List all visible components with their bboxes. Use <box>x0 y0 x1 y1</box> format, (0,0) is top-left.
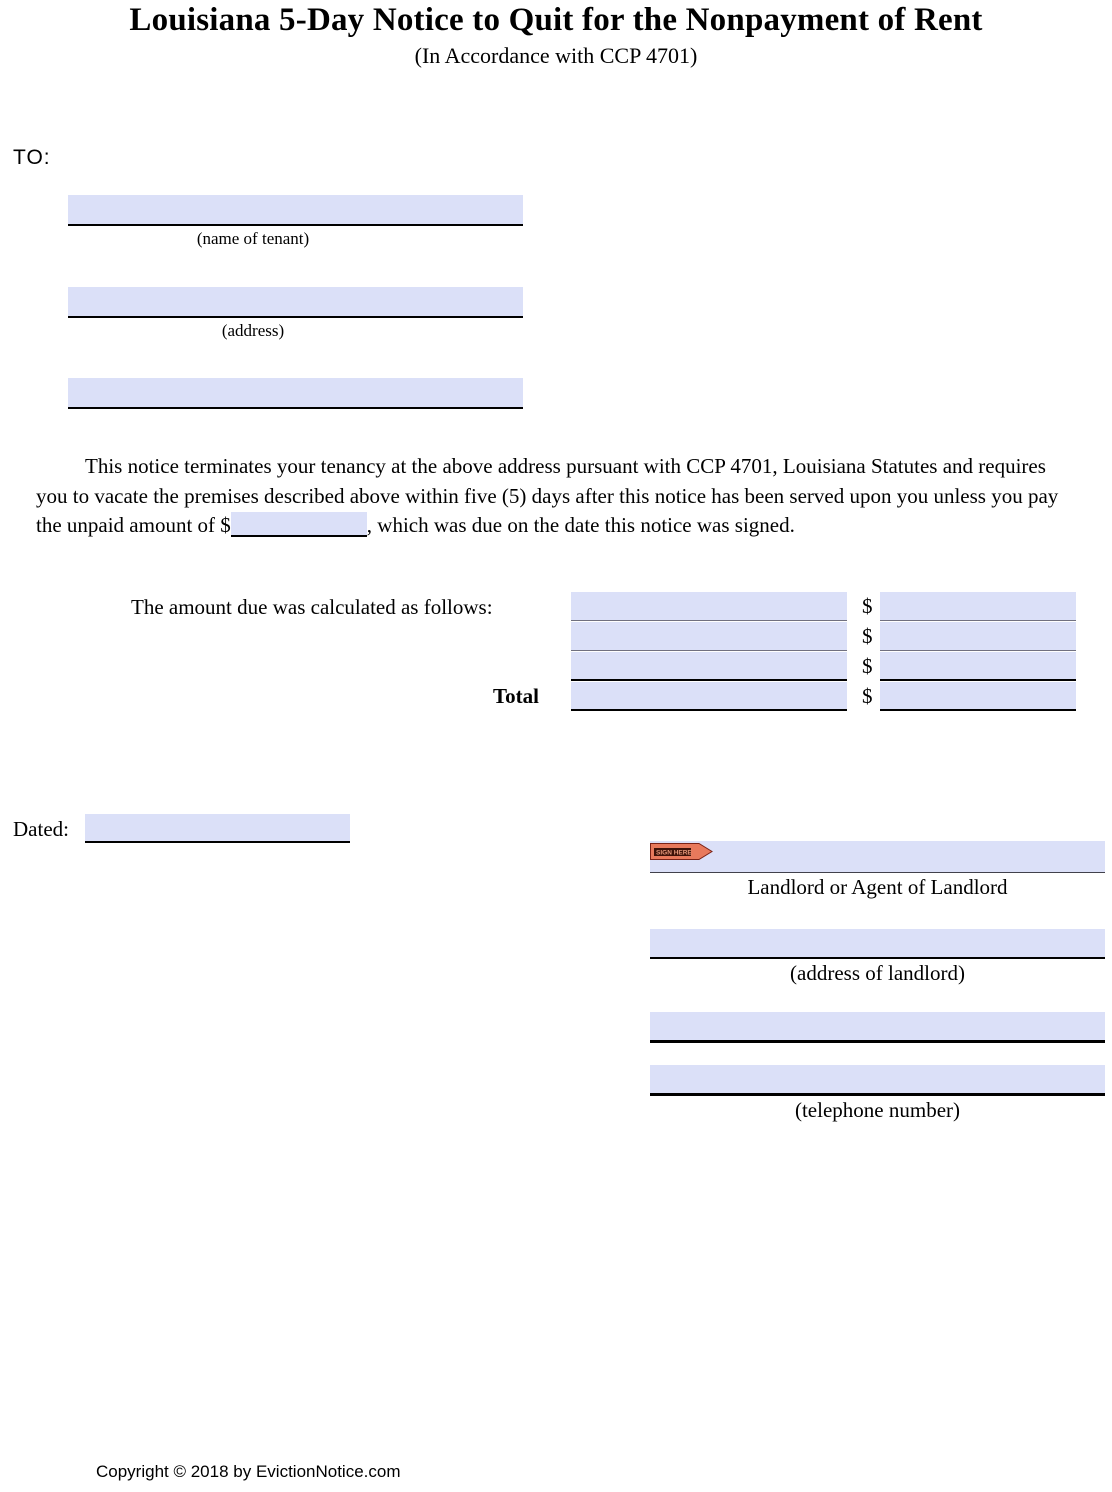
calc-row-2-description-field[interactable] <box>571 622 847 651</box>
calc-row-3-description-field[interactable] <box>571 652 847 681</box>
sign-here-flag-icon[interactable] <box>650 843 713 860</box>
tenant-address-field[interactable] <box>68 287 523 318</box>
tenant-address2-field[interactable] <box>68 378 523 409</box>
calc-total-amount-field[interactable] <box>880 682 1076 711</box>
dated-label: Dated: <box>13 817 69 841</box>
body-text-before-amount: This notice terminates your tenancy at the above address pursuant with CCP 4701, Louisiana Statutes and requires you to vacate the premises described above within five (5) days after this notice has been served upon you unless you pay the unpaid amount of $ <box>36 454 1059 537</box>
landlord-address2-field[interactable] <box>650 1012 1105 1043</box>
calc-row-2-amount-field[interactable] <box>880 622 1076 651</box>
calculation-intro-label: The amount due was calculated as follows: <box>131 595 493 619</box>
calc-row-1-amount-field[interactable] <box>880 592 1076 621</box>
tenant-address-caption: (address) <box>221 321 285 340</box>
tenant-name-caption: (name of tenant) <box>196 229 310 248</box>
landlord-signature-caption: Landlord or Agent of Landlord <box>747 875 1008 899</box>
copyright-text: Copyright © 2018 by EvictionNotice.com <box>96 1462 401 1481</box>
page-subtitle: (In Accordance with CCP 4701) <box>414 43 698 68</box>
body-text-after-amount: , which was due on the date this notice was signed. <box>366 513 795 537</box>
landlord-phone-field[interactable] <box>650 1065 1105 1096</box>
calc-row-1-description-field[interactable] <box>571 592 847 621</box>
landlord-signature-field[interactable] <box>650 841 1105 873</box>
calc-row-1-dollar-sign: $ <box>862 594 873 618</box>
calc-total-description-field[interactable] <box>571 682 847 711</box>
calc-row-3-amount-field[interactable] <box>880 652 1076 681</box>
calc-total-dollar-sign: $ <box>862 684 873 708</box>
page-title: Louisiana 5-Day Notice to Quit for the Nonpayment of Rent <box>129 2 983 38</box>
landlord-address-caption: (address of landlord) <box>790 961 965 985</box>
tenant-name-field[interactable] <box>68 195 523 226</box>
to-label: TO: <box>13 146 51 169</box>
calc-row-2-dollar-sign: $ <box>862 624 873 648</box>
calculation-total-label: Total <box>493 684 539 708</box>
calc-row-3-dollar-sign: $ <box>862 654 873 678</box>
landlord-address-field[interactable] <box>650 929 1105 959</box>
sign-here-flag-label: SIGN HERE <box>656 849 692 857</box>
notice-body-paragraph <box>36 452 1062 541</box>
dated-field[interactable] <box>85 814 350 843</box>
unpaid-amount-field[interactable] <box>231 512 367 537</box>
landlord-phone-caption: (telephone number) <box>794 1098 961 1122</box>
